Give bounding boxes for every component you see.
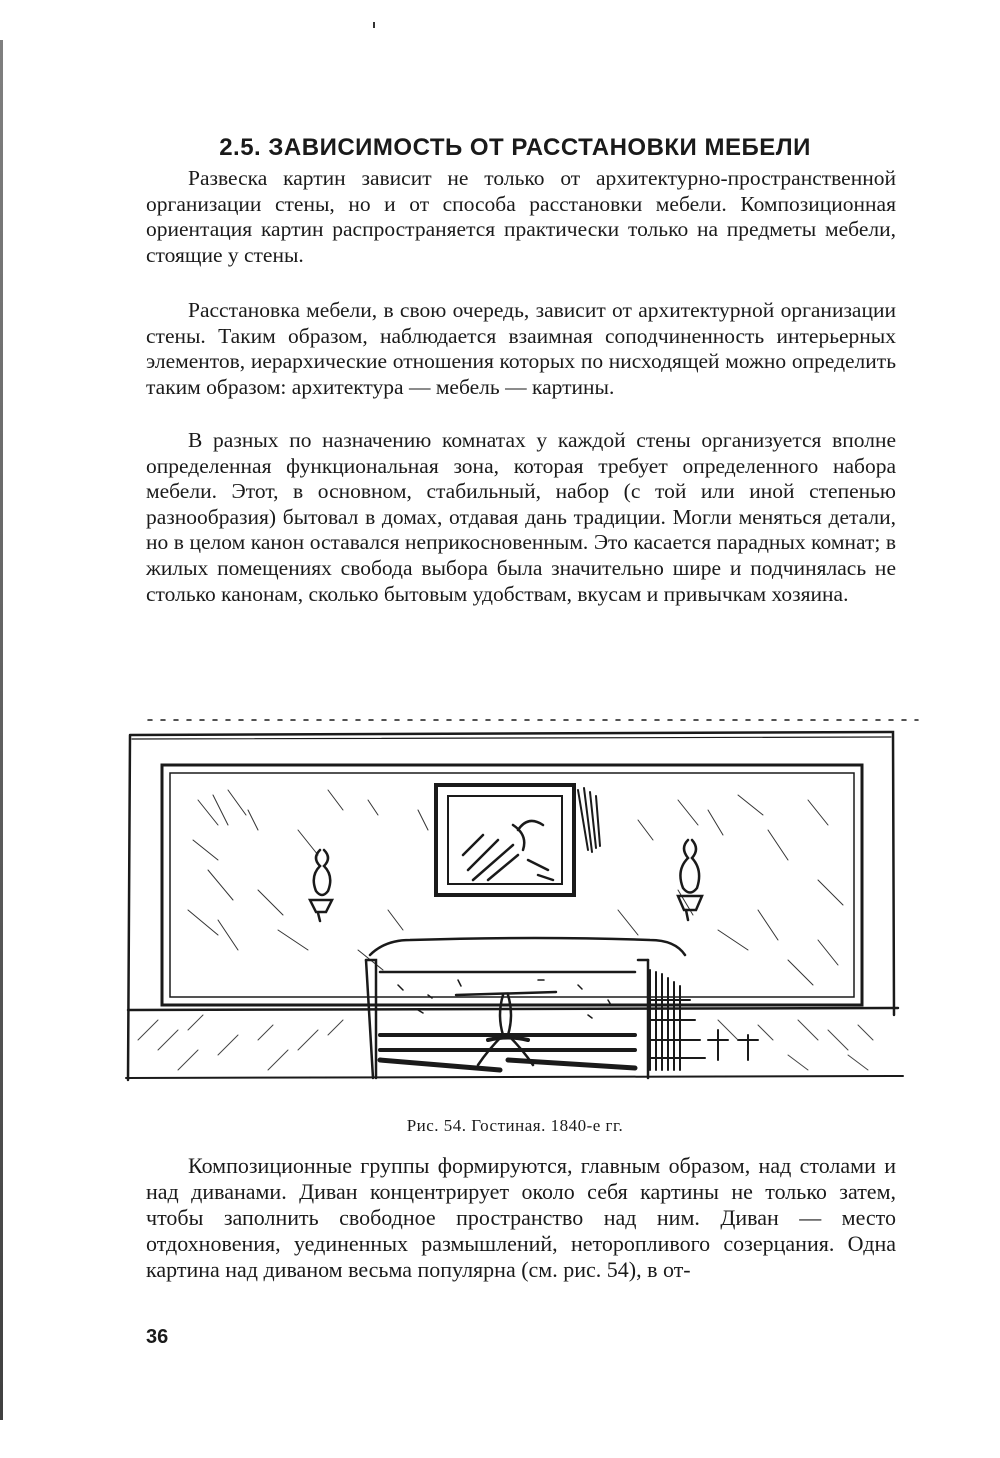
framed-painting	[436, 785, 600, 895]
hatched-chair	[650, 970, 758, 1070]
scan-speck	[373, 22, 375, 28]
left-sconce	[310, 850, 332, 921]
page-number: 36	[146, 1326, 169, 1348]
section-heading: 2.5. ЗАВИСИМОСТЬ ОТ РАССТАНОВКИ МЕБЕЛИ	[219, 133, 811, 161]
scan-edge-shadow	[0, 40, 3, 1420]
figure-54-illustration	[118, 710, 938, 1090]
painting-shadow	[578, 788, 600, 852]
paragraph-2: Расстановка мебели, в свою очередь, зависит от архитектурной организации стены. Таким образом, наблюдается взаимная соподчиненность интерьерных элементов, иерархические отношения которых по нисходящей можно определить таким образом: архитектура — мебель — картины.	[146, 298, 896, 399]
figure-caption: Рис. 54. Гостиная. 1840-е гг.	[406, 1116, 624, 1135]
round-table	[456, 992, 556, 1065]
paragraph-3: В разных по назначению комнатах у каждой стены организуется вполне определенная функциональная зона, которая требует определенного набора мебели. Этот, в основном, стабильный, набор (с той или иной степенью разнообразия) бытовал в домах, отдавая дань традиции. Могли меняться детали, но в целом канон оставался неприкосновенным. Это касается парадных комнат; в жилых помещениях свобода выбора была значительно шире и подчинялась не столько канонам, сколько бытовым удобствам, вкусам и привычкам хозяина.	[146, 428, 896, 606]
paragraph-4: Композиционные группы формируются, главным образом, над столами и над диванами. Диван концентрирует около себя картины не только затем, чтобы заполнить свободное пространство над ним. Диван — место отдохновения, уединенных размышлений, неторопливого созерцания. Одна картина над диваном весьма популярна (см. рис. 54), в от-	[146, 1153, 896, 1282]
living-room-sketch	[118, 710, 938, 1090]
paragraph-1: Развеска картин зависит не только от архитектурно-пространственной организации стены, но и от способа расстановки мебели. Композиционная ориентация картин распространяется практически только на предметы мебели, стоящие у стены.	[146, 166, 896, 267]
baseboard-line	[128, 1008, 898, 1010]
floor-line	[126, 1076, 903, 1078]
right-sconce	[678, 840, 702, 920]
wall-texture	[188, 790, 843, 985]
floor-hatching	[138, 1015, 873, 1070]
